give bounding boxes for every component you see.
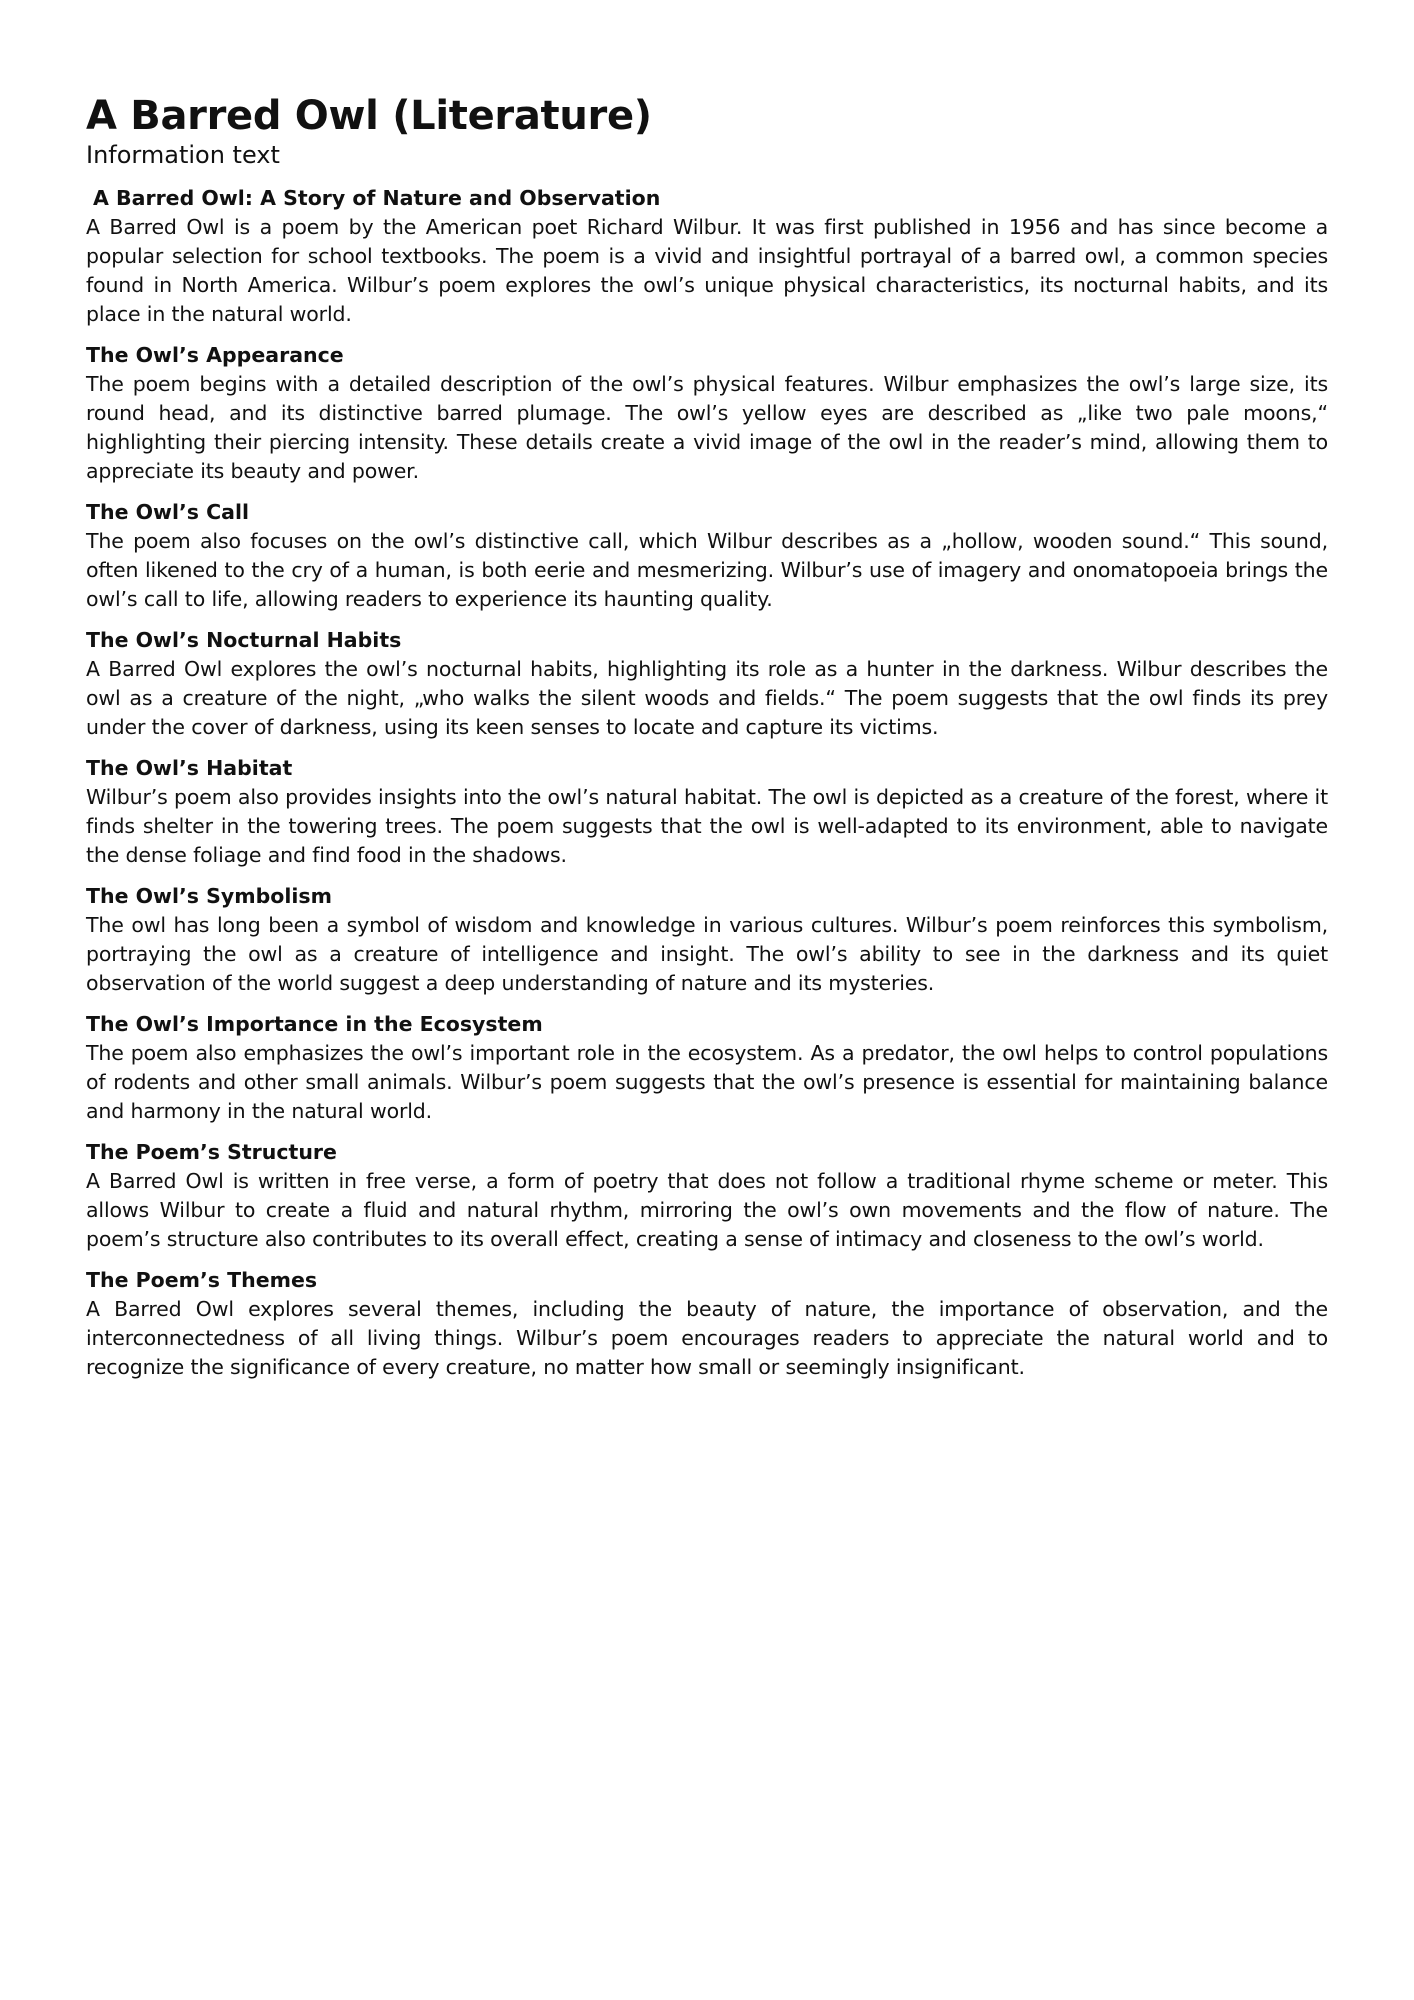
section-heading: The Owl’s Habitat: [86, 756, 293, 780]
section-body: Wilbur’s poem also provides insights into the owl’s natural habitat. The owl is depicted as a creature of the forest, where it finds shelter in the towering trees. The poem suggests that the owl is well-adapted to its environment, able to navigate the dense foliage and find food in the shadows.: [86, 785, 1328, 867]
section-heading: The Poem’s Themes: [86, 1268, 318, 1292]
section-heading: A Barred Owl: A Story of Nature and Observation: [93, 186, 661, 210]
section-body: The poem also emphasizes the owl’s important role in the ecosystem. As a predator, the owl helps to control populations of rodents and other small animals. Wilbur’s poem suggests that the owl’s presence is essential for maintaining balance and harmony in the natural world.: [86, 1041, 1328, 1123]
section-heading: The Owl’s Importance in the Ecosystem: [86, 1012, 543, 1036]
section-body: A Barred Owl is written in free verse, a form of poetry that does not follow a traditional rhyme scheme or meter. This allows Wilbur to create a fluid and natural rhythm, mirroring the owl’s own movements and the flow of nature. The poem’s structure also contributes to its overall effect, creating a sense of intimacy and closeness to the owl’s world.: [86, 1169, 1328, 1251]
section-heading: The Owl’s Symbolism: [86, 884, 332, 908]
section-habitat: [86, 754, 1328, 870]
section-body: A Barred Owl explores the owl’s nocturnal habits, highlighting its role as a hunter in the darkness. Wilbur describes the owl as a creature of the night, „who walks the silent woods and fields.“ The poem suggests that the owl finds its prey under the cover of darkness, using its keen senses to locate and capture its victims.: [86, 657, 1328, 739]
section-symbolism: [86, 882, 1328, 998]
section-heading: The Poem’s Structure: [86, 1140, 337, 1164]
section-intro: [86, 184, 1328, 329]
section-body: The owl has long been a symbol of wisdom and knowledge in various cultures. Wilbur’s poem reinforces this symbolism, portraying the owl as a creature of intelligence and insight. The owl’s ability to see in the darkness and its quiet observation of the world suggest a deep understanding of nature and its mysteries.: [86, 913, 1328, 995]
section-appearance: [86, 341, 1328, 486]
document-subtitle: Information text: [86, 141, 280, 169]
section-ecosystem: [86, 1010, 1328, 1126]
section-body: A Barred Owl explores several themes, including the beauty of nature, the importance of observation, and the interconnectedness of all living things. Wilbur’s poem encourages readers to appreciate the natural world and to recognize the significance of every creature, no matter how small or seemingly insignificant.: [86, 1297, 1328, 1379]
document-page: [86, 92, 1328, 1394]
section-body: The poem begins with a detailed description of the owl’s physical features. Wilbur emphasizes the owl’s large size, its round head, and its distinctive barred plumage. The owl’s yellow eyes are described as „like two pale moons,“ highlighting their piercing intensity. These details create a vivid image of the owl in the reader’s mind, allowing them to appreciate its beauty and power.: [86, 372, 1328, 483]
document-title: A Barred Owl (Literature): [86, 93, 652, 139]
section-heading: The Owl’s Nocturnal Habits: [86, 628, 402, 652]
section-structure: [86, 1138, 1328, 1254]
section-heading: The Owl’s Appearance: [86, 343, 344, 367]
section-themes: [86, 1266, 1328, 1382]
section-nocturnal-habits: [86, 626, 1328, 742]
section-call: [86, 498, 1328, 614]
section-heading: The Owl’s Call: [86, 500, 250, 524]
section-body: The poem also focuses on the owl’s distinctive call, which Wilbur describes as a „hollow, wooden sound.“ This sound, often likened to the cry of a human, is both eerie and mesmerizing. Wilbur’s use of imagery and onomatopoeia brings the owl’s call to life, allowing readers to experience its haunting quality.: [86, 529, 1328, 611]
section-body: A Barred Owl is a poem by the American poet Richard Wilbur. It was first published in 1956 and has since become a popular selection for school textbooks. The poem is a vivid and insightful portrayal of a barred owl, a common species found in North America. Wilbur’s poem explores the owl’s unique physical characteristics, its nocturnal habits, and its place in the natural world.: [86, 215, 1328, 326]
